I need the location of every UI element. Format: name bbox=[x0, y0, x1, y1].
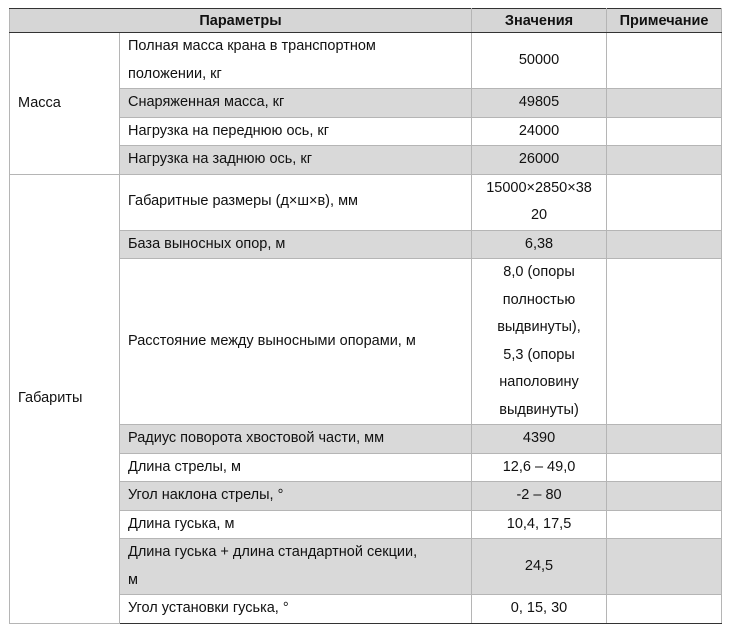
value-cell: 26000 bbox=[472, 146, 607, 175]
parameter-cell: Угол наклона стрелы, ° bbox=[120, 482, 472, 511]
note-cell bbox=[607, 89, 722, 118]
parameter-cell: Радиус поворота хвостовой части, мм bbox=[120, 425, 472, 454]
note-cell bbox=[607, 146, 722, 175]
value-cell: 12,6 – 49,0 bbox=[472, 453, 607, 482]
parameter-cell: Длина гуська, м bbox=[120, 510, 472, 539]
note-cell bbox=[607, 230, 722, 259]
parameter-cell: Длина гуська + длина стандартной секции, м bbox=[120, 539, 472, 595]
parameter-cell: Габаритные размеры (д×ш×в), мм bbox=[120, 174, 472, 230]
parameter-cell: Снаряженная масса, кг bbox=[120, 89, 472, 118]
table-header bbox=[10, 9, 722, 33]
header-values: Значения bbox=[472, 9, 607, 33]
value-cell: 10,4, 17,5 bbox=[472, 510, 607, 539]
note-cell bbox=[607, 425, 722, 454]
note-cell bbox=[607, 595, 722, 624]
value-cell: 49805 bbox=[472, 89, 607, 118]
parameter-cell: Длина стрелы, м bbox=[120, 453, 472, 482]
header-parameters: Параметры bbox=[10, 9, 472, 33]
note-cell bbox=[607, 174, 722, 230]
note-cell bbox=[607, 259, 722, 425]
note-cell bbox=[607, 539, 722, 595]
value-cell: 0, 15, 30 bbox=[472, 595, 607, 624]
parameter-cell: База выносных опор, м bbox=[120, 230, 472, 259]
note-cell bbox=[607, 482, 722, 511]
crane-spec-table bbox=[9, 8, 722, 624]
parameter-cell: Угол установки гуська, ° bbox=[120, 595, 472, 624]
value-cell: 15000×2850×38 20 bbox=[472, 174, 607, 230]
parameter-cell: Расстояние между выносными опорами, м bbox=[120, 259, 472, 425]
parameter-cell: Нагрузка на заднюю ось, кг bbox=[120, 146, 472, 175]
group-label: Масса bbox=[10, 33, 120, 175]
parameter-cell: Нагрузка на переднюю ось, кг bbox=[120, 117, 472, 146]
value-cell: 24000 bbox=[472, 117, 607, 146]
table-row bbox=[10, 174, 722, 230]
note-cell bbox=[607, 33, 722, 89]
table-row bbox=[10, 33, 722, 89]
header-note: Примечание bbox=[607, 9, 722, 33]
group-label: Габариты bbox=[10, 174, 120, 623]
value-cell: 24,5 bbox=[472, 539, 607, 595]
value-cell: 8,0 (опоры полностью выдвинуты), 5,3 (опоры наполовину выдвинуты) bbox=[472, 259, 607, 425]
note-cell bbox=[607, 510, 722, 539]
value-cell: -2 – 80 bbox=[472, 482, 607, 511]
note-cell bbox=[607, 453, 722, 482]
note-cell bbox=[607, 117, 722, 146]
parameter-cell: Полная масса крана в транспортном положении, кг bbox=[120, 33, 472, 89]
table-body bbox=[10, 33, 722, 624]
value-cell: 50000 bbox=[472, 33, 607, 89]
value-cell: 4390 bbox=[472, 425, 607, 454]
value-cell: 6,38 bbox=[472, 230, 607, 259]
